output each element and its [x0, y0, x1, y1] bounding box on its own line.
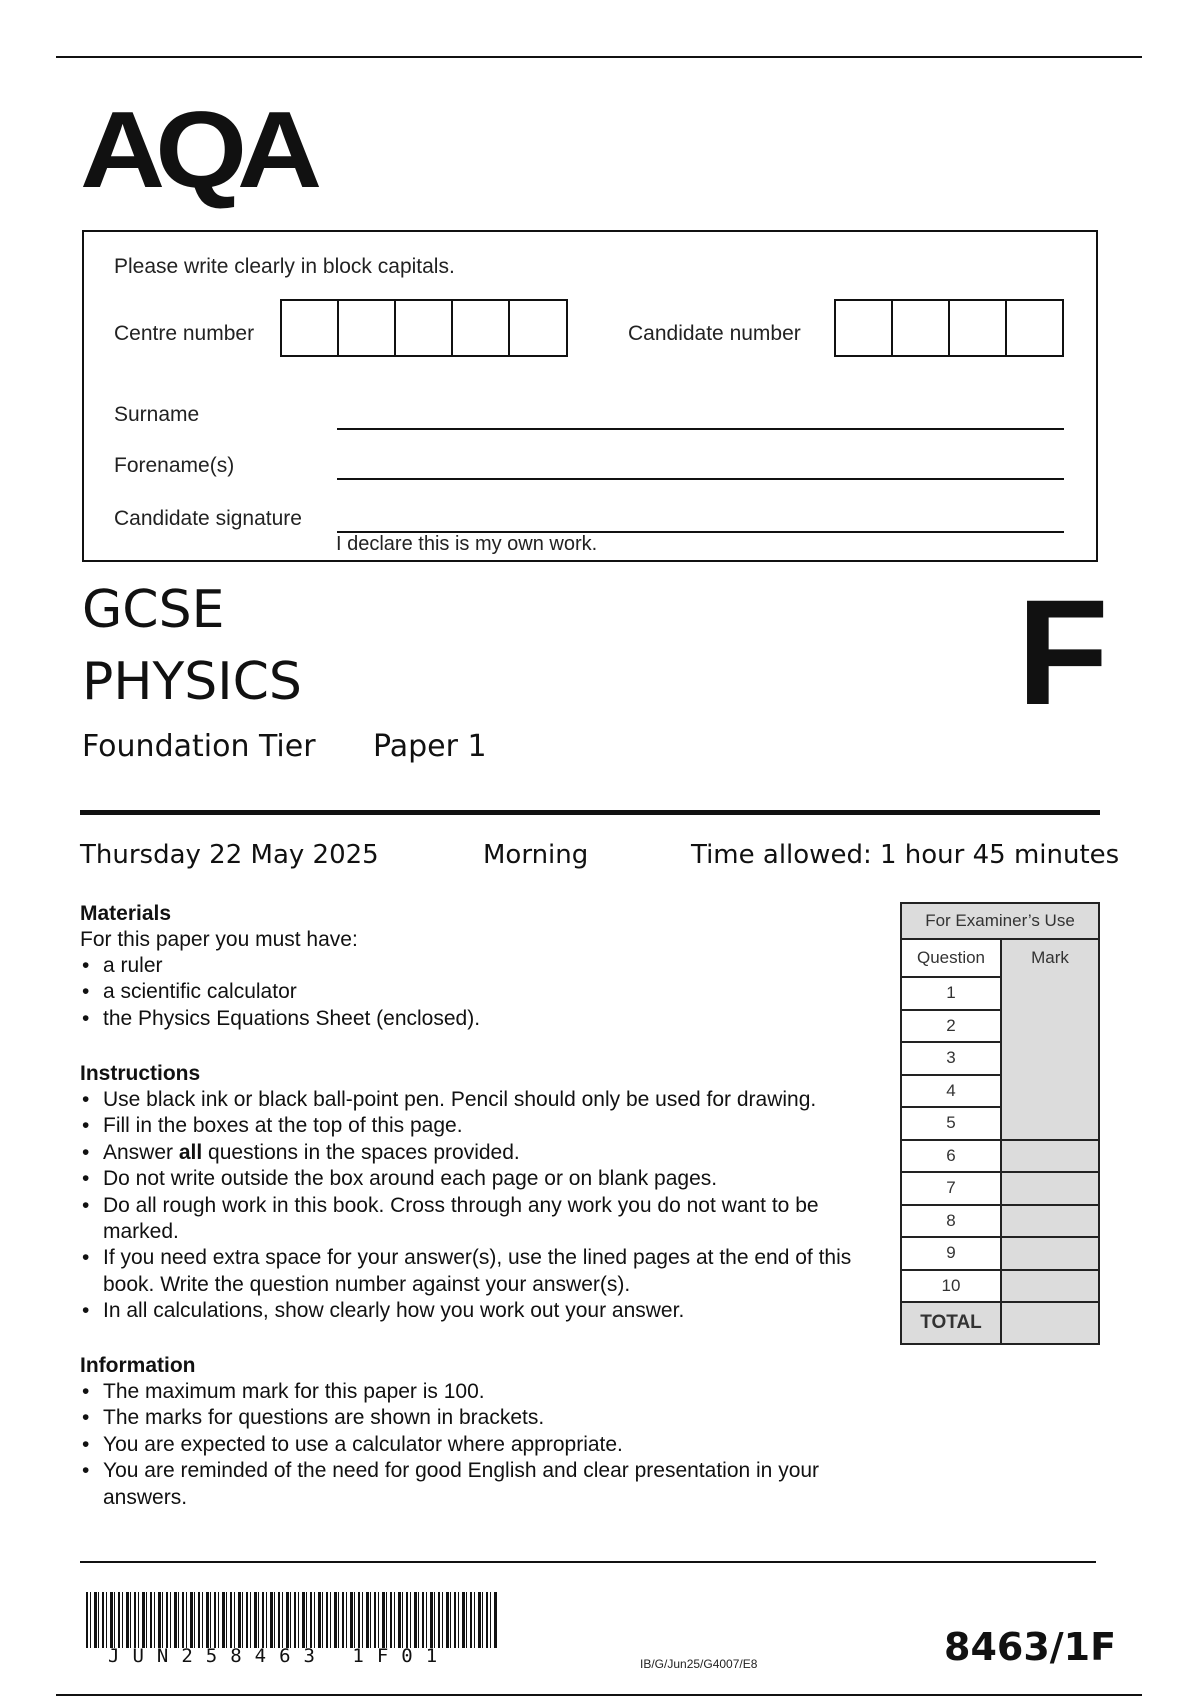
signature-label: Candidate signature — [114, 507, 302, 530]
title-rule — [80, 810, 1100, 815]
candidate-number-cell[interactable] — [950, 301, 1007, 355]
materials-item: • the Physics Equations Sheet (enclosed). — [80, 1006, 880, 1032]
mark-cell[interactable] — [1001, 1205, 1099, 1238]
instruction-text: questions in the spaces provided. — [202, 1140, 520, 1164]
mark-cell[interactable] — [1001, 1270, 1099, 1303]
centre-number-cell[interactable] — [396, 301, 453, 355]
information-item: • You are expected to use a calculator where appropriate. — [80, 1432, 880, 1458]
materials-section — [80, 901, 880, 1032]
materials-item: • a ruler — [80, 953, 880, 979]
barcode — [86, 1592, 498, 1648]
candidate-number-cell[interactable] — [1007, 301, 1062, 355]
information-section — [80, 1353, 880, 1511]
materials-heading: Materials — [80, 902, 172, 925]
surname-field[interactable] — [337, 428, 1064, 430]
candidate-number-label: Candidate number — [628, 322, 801, 345]
forename-field[interactable] — [337, 478, 1064, 480]
information-item: • You are reminded of the need for good English and clear presentation in your answers. — [80, 1458, 843, 1511]
instructions-section — [80, 1061, 880, 1325]
instruction-text: Answer — [103, 1140, 179, 1164]
candidate-number-boxes[interactable] — [834, 299, 1064, 357]
instruction-item: • Fill in the boxes at the top of this page. — [80, 1113, 880, 1139]
mark-cell[interactable] — [1001, 1237, 1099, 1270]
question-number: 3 — [901, 1042, 1001, 1075]
examiners-use-title: For Examiner’s Use — [901, 903, 1099, 939]
centre-number-label: Centre number — [114, 322, 255, 345]
question-number: 10 — [901, 1270, 1001, 1303]
instructions-heading: Instructions — [80, 1062, 201, 1085]
candidate-number-cell[interactable] — [893, 301, 950, 355]
surname-label: Surname — [114, 403, 200, 426]
qualification-title: GCSE — [82, 580, 225, 640]
question-number: 5 — [901, 1107, 1001, 1140]
paper-code: 8463/1F — [944, 1625, 1117, 1669]
instruction-item: • Do all rough work in this book. Cross through any work you do not want to be marked. — [80, 1193, 863, 1246]
total-mark-cell[interactable] — [1001, 1302, 1099, 1344]
instruction-item: • In all calculations, show clearly how you work out your answer. — [80, 1298, 880, 1324]
instruction-item: • If you need extra space for your answer(s), use the lined pages at the end of this book. Write the question number against your answer(s). — [80, 1245, 883, 1298]
total-label: TOTAL — [901, 1302, 1001, 1344]
tier-letter: F — [1017, 568, 1109, 736]
centre-number-cell[interactable] — [453, 301, 510, 355]
centre-number-cell[interactable] — [339, 301, 396, 355]
information-item: • The marks for questions are shown in brackets. — [80, 1405, 880, 1431]
bottom-rule — [56, 1694, 1142, 1696]
mark-cell[interactable] — [1001, 1140, 1099, 1173]
information-heading: Information — [80, 1354, 196, 1377]
instruction-item: • Do not write outside the box around each page or on blank pages. — [80, 1166, 880, 1192]
question-number: 2 — [901, 1010, 1001, 1043]
information-item: • The maximum mark for this paper is 100. — [80, 1379, 880, 1405]
question-number: 6 — [901, 1140, 1001, 1173]
question-number: 4 — [901, 1075, 1001, 1108]
footer-rule — [80, 1561, 1096, 1563]
candidate-number-cell[interactable] — [836, 301, 893, 355]
subject-title: PHYSICS — [82, 652, 302, 712]
paper-reference: IB/G/Jun25/G4007/E8 — [640, 1657, 758, 1671]
exam-date: Thursday 22 May 2025 — [80, 840, 379, 870]
centre-number-cell[interactable] — [510, 301, 566, 355]
materials-item: • a scientific calculator — [80, 979, 880, 1005]
question-number: 8 — [901, 1205, 1001, 1238]
top-rule — [56, 56, 1142, 58]
block-capitals-instruction: Please write clearly in block capitals. — [114, 255, 455, 278]
question-number: 7 — [901, 1172, 1001, 1205]
paper-number-label: Paper 1 — [373, 729, 487, 764]
question-number: 1 — [901, 977, 1001, 1010]
forename-label: Forename(s) — [114, 454, 235, 477]
question-column-header: Question — [901, 939, 1001, 977]
aqa-logo: AQA — [80, 89, 313, 211]
mark-column-header: Mark — [1001, 939, 1099, 1140]
materials-intro: For this paper you must have: — [80, 928, 358, 951]
declaration-text: I declare this is my own work. — [336, 533, 598, 555]
centre-number-boxes[interactable] — [280, 299, 568, 357]
exam-session: Morning — [483, 840, 589, 870]
barcode-text: JUN258463 1F01 — [108, 1645, 451, 1667]
instruction-item — [80, 1140, 880, 1166]
instruction-item: • Use black ink or black ball-point pen. Pencil should only be used for drawing. — [80, 1087, 880, 1113]
time-allowed: Time allowed: 1 hour 45 minutes — [691, 840, 1120, 870]
mark-cell[interactable] — [1001, 1172, 1099, 1205]
tier-label: Foundation Tier — [82, 729, 316, 764]
instruction-emphasis: all — [178, 1140, 203, 1164]
question-number: 9 — [901, 1237, 1001, 1270]
centre-number-cell[interactable] — [282, 301, 339, 355]
examiners-use-table — [900, 902, 1100, 1345]
